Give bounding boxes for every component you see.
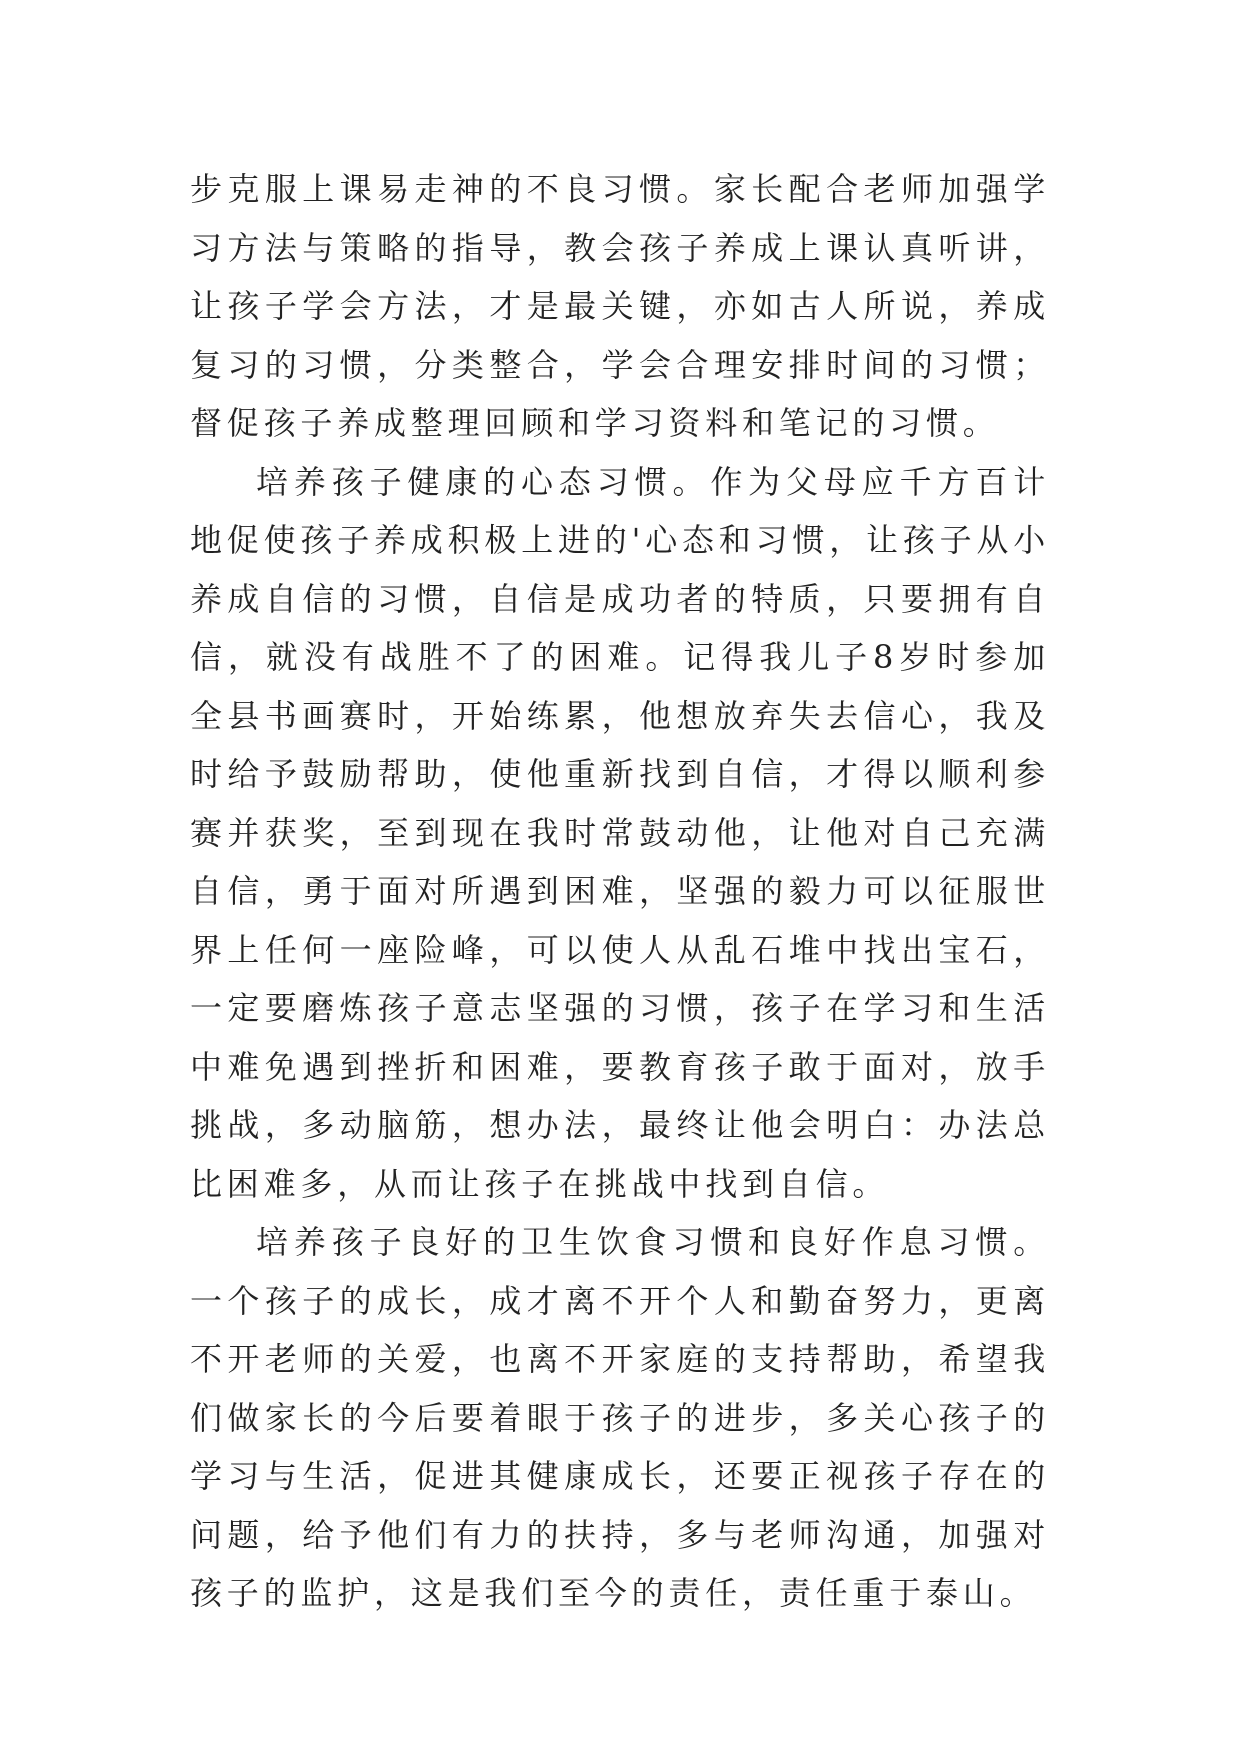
paragraph-hygiene-routine: 培养孩子良好的卫生饮食习惯和良好作息习惯。一个孩子的成长，成才离不开个人和勤奋努力，更离不开老师的关爱，也离不开家庭的支持帮助，希望我们做家长的今后要着眼于孩子的进步，多关心孩子的学习与生活，促进其健康成长，还要正视孩子存在的问题，给予他们有力的扶持，多与老师沟通，加强对孩子的监护，这是我们至今的责任，责任重于泰山。 [190, 1223, 1050, 1612]
paragraph-study-habits: 步克服上课易走神的不良习惯。家长配合老师加强学习方法与策略的指导，教会孩子养成上课认真听讲，让孩子学会方法，才是最关键，亦如古人所说，养成复习的习惯，分类整合，学会合理安排时间的习惯；督促孩子养成整理回顾和学习资料和笔记的习惯。 [190, 170, 1050, 442]
paragraph-healthy-mindset: 培养孩子健康的心态习惯。作为父母应千方百计地促使孩子养成积极上进的'心态和习惯，让孩子从小养成自信的习惯，自信是成功者的特质，只要拥有自信，就没有战胜不了的困难。记得我儿子8岁时参加全县书画赛时，开始练累，他想放弃失去信心，我及时给予鼓励帮助，使他重新找到自信，才得以顺利参赛并获奖，至到现在我时常鼓动他，让他对自己充满自信，勇于面对所遇到困难，坚强的毅力可以征服世界上任何一座险峰，可以使人从乱石堆中找出宝石，一定要磨炼孩子意志坚强的习惯，孩子在学习和生活中难免遇到挫折和困难，要教育孩子敢于面对，放手挑战，多动脑筋，想办法，最终让他会明白：办法总比困难多，从而让孩子在挑战中找到自信。 [190, 462, 1050, 1203]
document-body [190, 160, 1050, 1623]
